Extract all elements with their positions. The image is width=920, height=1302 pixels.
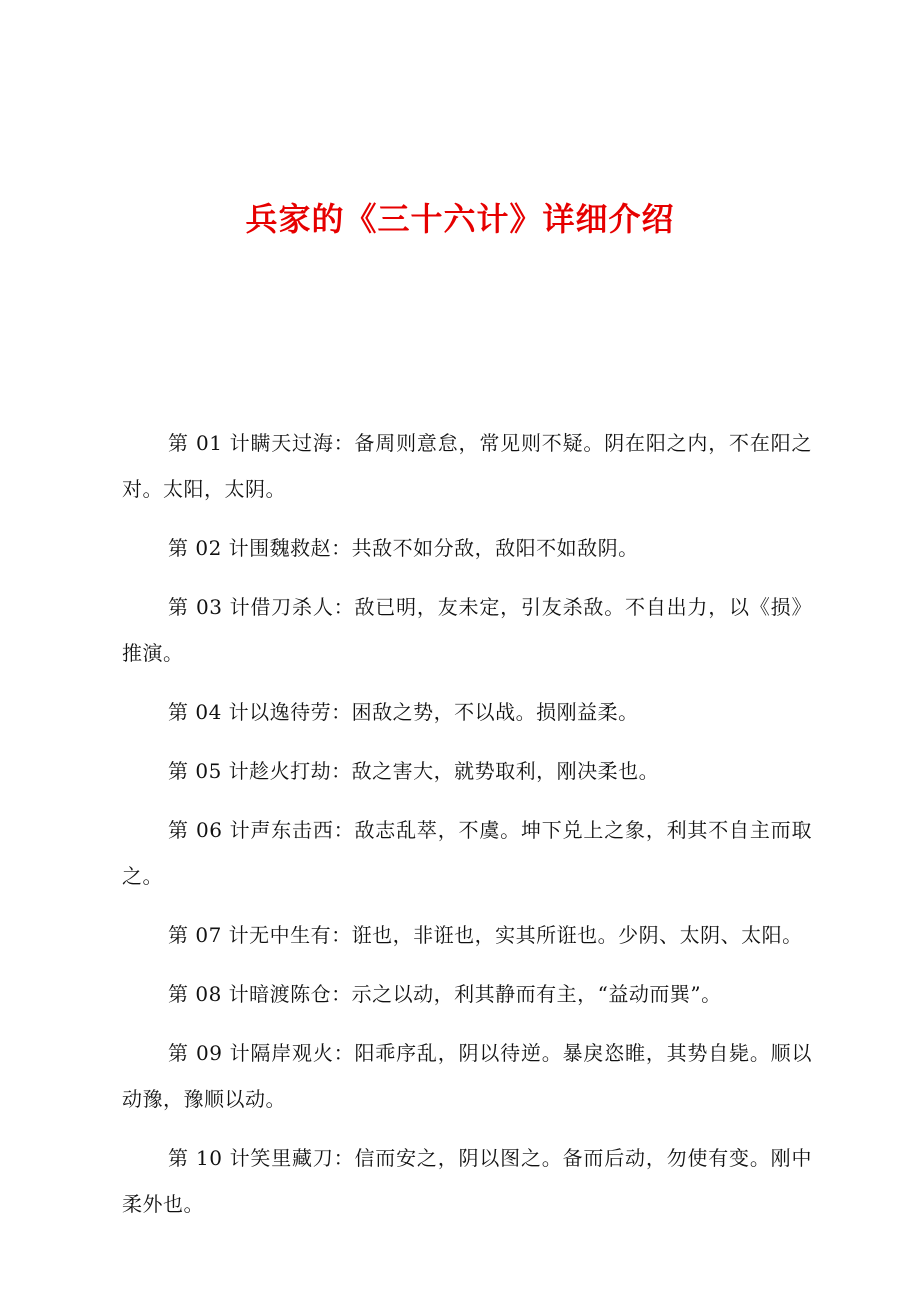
document-body [122, 420, 812, 1240]
paragraph: 第 02 计围魏救赵：共敌不如分敌，敌阳不如敌阴。 [168, 536, 639, 560]
paragraph: 第 09 计隔岸观火：阳乖序乱，阴以待逆。暴戾恣睢，其势自毙。顺以动豫，豫顺以动。 [122, 1041, 812, 1111]
paragraph: 第 06 计声东击西：敌志乱萃，不虞。坤下兑上之象，利其不自主而取之。 [122, 818, 812, 888]
paragraph: 第 07 计无中生有：诳也，非诳也，实其所诳也。少阴、太阴、太阳。 [168, 923, 803, 947]
paragraph: 第 05 计趁火打劫：敌之害大，就势取利，刚决柔也。 [168, 759, 660, 783]
paragraph: 第 03 计借刀杀人：敌已明，友未定，引友杀敌。不自出力，以《损》推演。 [122, 595, 812, 665]
paragraph: 第 04 计以逸待劳：困敌之势，不以战。损刚益柔。 [168, 700, 639, 724]
paragraph: 第 08 计暗渡陈仓：示之以动，利其静而有主，“益动而巽”。 [168, 982, 722, 1006]
paragraph: 第 10 计笑里藏刀：信而安之，阴以图之。备而后动，勿使有变。刚中柔外也。 [122, 1146, 812, 1216]
page-title: 兵家的《三十六计》详细介绍 [245, 200, 675, 238]
paragraph: 第 01 计瞒天过海：备周则意怠，常见则不疑。阴在阳之内，不在阳之对。太阳，太阴。 [122, 431, 812, 501]
